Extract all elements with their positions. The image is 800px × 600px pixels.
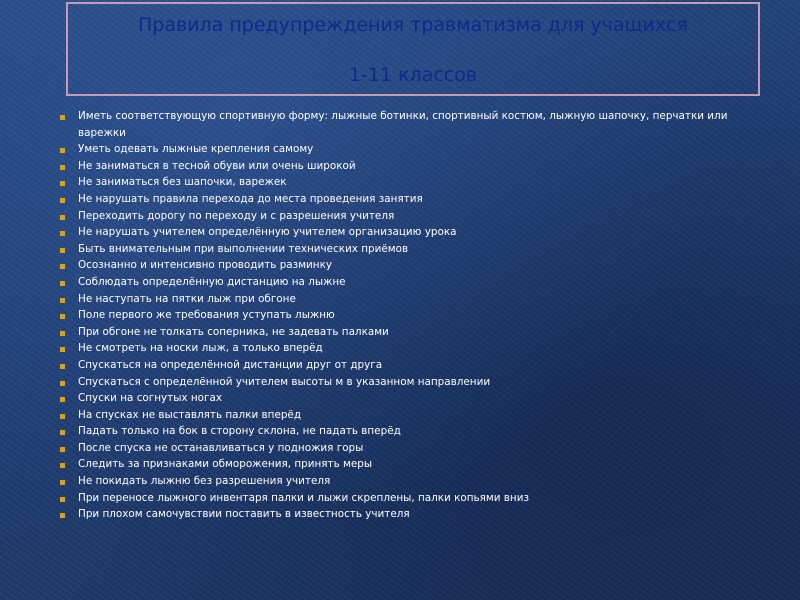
rule-text: Иметь соответствующую спортивную форму: лыжные ботинки, спортивный костюм, лыжную шапочку, перчатки или варежки	[78, 110, 728, 139]
square-bullet-icon	[60, 181, 65, 186]
square-bullet-icon	[60, 198, 65, 203]
list-item	[60, 357, 760, 374]
list-item	[60, 423, 760, 440]
list-item	[60, 241, 760, 258]
list-item	[60, 456, 760, 473]
square-bullet-icon	[60, 148, 65, 153]
rule-text: Не заниматься без шапочки, варежек	[78, 176, 287, 189]
rule-text: При плохом самочувствии поставить в известность учителя	[78, 508, 410, 521]
list-item	[60, 374, 760, 391]
title-frame	[66, 2, 760, 96]
slide-title: Правила предупреждения травматизма для учащихся	[138, 14, 688, 36]
rule-text: Спуски на согнутых ногах	[78, 392, 223, 405]
rule-text: Переходить дорогу по переходу и с разрешения учителя	[78, 209, 395, 222]
square-bullet-icon	[60, 463, 65, 468]
square-bullet-icon	[60, 447, 65, 452]
list-item	[60, 191, 760, 208]
square-bullet-icon	[60, 364, 65, 369]
list-item	[60, 208, 760, 225]
square-bullet-icon	[60, 281, 65, 286]
rules-list	[60, 108, 760, 523]
list-item	[60, 224, 760, 241]
slide-subtitle: 1-11 классов	[348, 64, 478, 86]
square-bullet-icon	[60, 480, 65, 485]
square-bullet-icon	[60, 381, 65, 386]
list-item	[60, 324, 760, 341]
rule-text: Следить за признаками обморожения, принять меры	[78, 458, 373, 471]
rule-text: Не нарушать учителем определённую учителем организацию урока	[78, 226, 457, 239]
list-item	[60, 490, 760, 507]
square-bullet-icon	[60, 513, 65, 518]
list-item	[60, 440, 760, 457]
square-bullet-icon	[60, 115, 65, 120]
list-item	[60, 291, 760, 308]
rule-text: Спускаться с определённой учителем высоты м в указанном направлении	[78, 375, 491, 388]
rule-text: Быть внимательным при выполнении технических приёмов	[78, 242, 409, 255]
square-bullet-icon	[60, 347, 65, 352]
rule-text: После спуска не останавливаться у подножия горы	[78, 441, 364, 454]
rule-text: Поле первого же требования уступать лыжню	[78, 309, 335, 322]
list-item	[60, 407, 760, 424]
list-item	[60, 506, 760, 523]
rule-text: На спусках не выставлять палки вперёд	[78, 408, 302, 421]
rule-text: Падать только на бок в сторону склона, не падать вперёд	[78, 425, 401, 438]
square-bullet-icon	[60, 314, 65, 319]
square-bullet-icon	[60, 298, 65, 303]
rule-text: Спускаться на определённой дистанции друг от друга	[78, 358, 383, 371]
rule-text: При обгоне не толкать соперника, не задевать палками	[78, 325, 389, 338]
list-item	[60, 307, 760, 324]
rule-text: Не покидать лыжню без разрешения учителя	[78, 475, 331, 488]
square-bullet-icon	[60, 331, 65, 336]
list-item	[60, 141, 760, 158]
square-bullet-icon	[60, 165, 65, 170]
list-item	[60, 158, 760, 175]
square-bullet-icon	[60, 231, 65, 236]
rule-text: Осознанно и интенсивно проводить разминку	[78, 259, 333, 272]
square-bullet-icon	[60, 414, 65, 419]
list-item	[60, 340, 760, 357]
rule-text: Не заниматься в тесной обуви или очень широкой	[78, 159, 356, 172]
rule-text: Соблюдать определённую дистанцию на лыжне	[78, 275, 346, 288]
list-item	[60, 473, 760, 490]
list-item	[60, 274, 760, 291]
list-item	[60, 108, 760, 141]
square-bullet-icon	[60, 264, 65, 269]
square-bullet-icon	[60, 430, 65, 435]
square-bullet-icon	[60, 397, 65, 402]
rule-text: Не нарушать правила перехода до места проведения занятия	[78, 192, 423, 205]
rule-text: Не наступать на пятки лыж при обгоне	[78, 292, 296, 305]
list-item	[60, 174, 760, 191]
rule-text: При переносе лыжного инвентаря палки и лыжи скреплены, палки копьями вниз	[78, 491, 529, 504]
square-bullet-icon	[60, 497, 65, 502]
list-item	[60, 390, 760, 407]
rule-text: Не смотреть на носки лыж, а только вперёд	[78, 342, 323, 355]
square-bullet-icon	[60, 215, 65, 220]
list-item	[60, 257, 760, 274]
rule-text: Уметь одевать лыжные крепления самому	[78, 143, 314, 156]
square-bullet-icon	[60, 248, 65, 253]
